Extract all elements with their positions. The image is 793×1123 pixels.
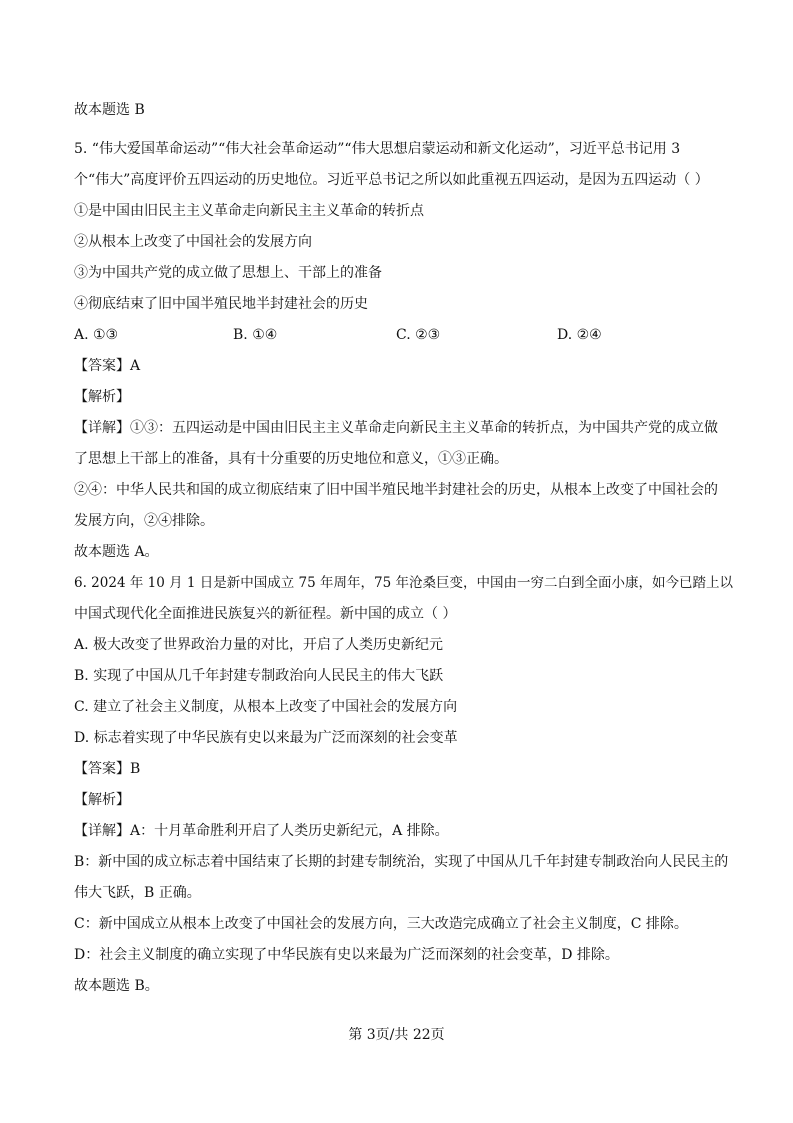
q6-conclusion: 故本题选 B。 [74, 978, 159, 994]
page-footer: 第 3页/共 22页 [348, 1027, 445, 1043]
q6-detail-line-4: C：新中国成立从根本上改变了中国社会的发展方向，三大改造完成确立了社会主义制度，C 排除。 [74, 916, 688, 932]
q6-stem-line-2: 中国式现代化全面推进民族复兴的新征程。新中国的成立（ ） [74, 606, 457, 622]
q5-detail-line-2: 了思想上干部上的准备，具有十分重要的历史地位和意义，①③正确。 [74, 451, 508, 467]
q6-answer: 【答案】B [74, 761, 141, 777]
q6-detail-line-1: 【详解】A：十月革命胜利开启了人类历史新纪元，A 排除。 [74, 823, 449, 839]
q5-detail-line-4: 发展方向，②④排除。 [74, 513, 214, 529]
q6-option-b: B. 实现了中国从几千年封建专制政治向人民民主的伟大飞跃 [74, 668, 444, 684]
q5-item-3: ③为中国共产党的成立做了思想上、干部上的准备 [74, 265, 382, 281]
q5-option-d: D. ②④ [557, 327, 602, 343]
q5-item-1: ①是中国由旧民主主义革命走向新民主主义革命的转折点 [74, 203, 424, 219]
q5-analysis-label: 【解析】 [74, 389, 130, 405]
q6-option-d: D. 标志着实现了中华民族有史以来最为广泛而深刻的社会变革 [74, 730, 458, 746]
q5-option-b: B. ①④ [233, 327, 278, 343]
q5-detail-line-1: 【详解】①③：五四运动是中国由旧民主主义革命走向新民主主义革命的转折点，为中国共产党的成立做 [74, 420, 718, 436]
q6-option-a: A. 极大改变了世界政治力量的对比，开启了人类历史新纪元 [74, 637, 444, 653]
q6-stem-line-1: 6. 2024 年 10 月 1 日是新中国成立 75 年周年，75 年沧桑巨变，中国由一穷二白到全面小康，如今已踏上以 [74, 575, 733, 591]
q5-detail-line-3: ②④：中华人民共和国的成立彻底结束了旧中国半殖民地半封建社会的历史，从根本上改变了中国社会的 [74, 482, 718, 498]
q5-option-c: C. ②③ [396, 327, 441, 343]
q6-detail-line-3: 伟大飞跃，B 正确。 [74, 885, 201, 901]
q5-item-2: ②从根本上改变了中国社会的发展方向 [74, 234, 312, 250]
q6-analysis-label: 【解析】 [74, 792, 130, 808]
previous-conclusion: 故本题选 B [74, 102, 145, 118]
q5-item-4: ④彻底结束了旧中国半殖民地半封建社会的历史 [74, 296, 368, 312]
q6-option-c: C. 建立了社会主义制度，从根本上改变了中国社会的发展方向 [74, 699, 458, 715]
q5-conclusion: 故本题选 A。 [74, 544, 159, 560]
q5-stem-line-2: 个“伟大”高度评价五四运动的历史地位。习近平总书记之所以如此重视五四运动，是因为五四运动（ ） [74, 172, 709, 188]
q6-detail-line-2: B：新中国的成立标志着中国结束了长期的封建专制统治，实现了中国从几千年封建专制政治向人民民主的 [74, 854, 729, 870]
q5-option-a: A. ①③ [74, 327, 119, 343]
q5-stem-line-1: 5. “伟大爱国革命运动”“伟大社会革命运动”“伟大思想启蒙运动和新文化运动”，习近平总书记用 3 [74, 141, 681, 157]
q6-detail-line-5: D：社会主义制度的确立实现了中华民族有史以来最为广泛而深刻的社会变革，D 排除。 [74, 947, 619, 963]
q5-answer: 【答案】A [74, 358, 141, 374]
